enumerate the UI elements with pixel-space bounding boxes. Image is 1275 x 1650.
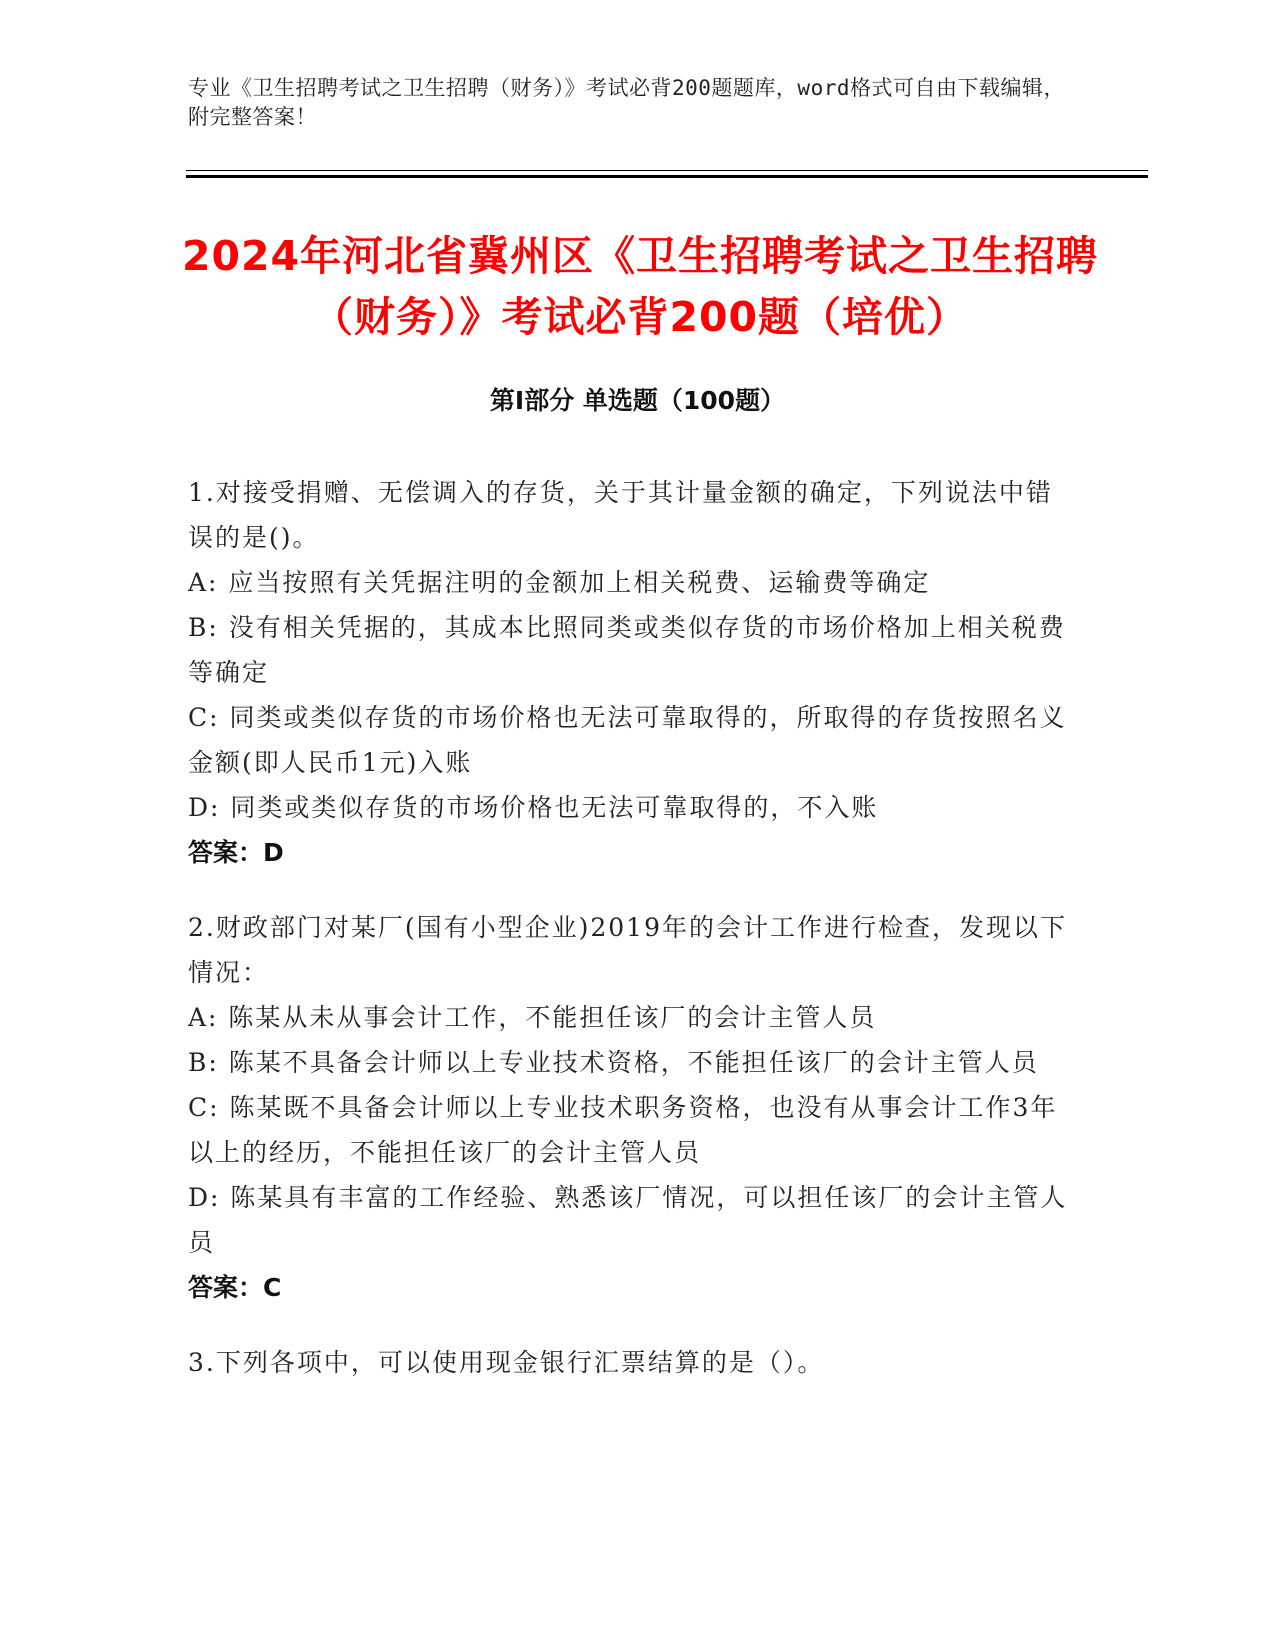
header-rule-thick <box>186 175 1148 178</box>
document-title: 2024年河北省冀州区《卫生招聘考试之卫生招聘（财务）》考试必背200题（培优） <box>181 232 1099 341</box>
question-stem: 3.下列各项中，可以使用现金银行汇票结算的是（）。 <box>188 1348 825 1377</box>
option-d: D: 同类或类似存货的市场价格也无法可靠取得的，不入账 <box>188 793 879 822</box>
question-list <box>188 470 1068 1415</box>
option-b: B: 没有相关凭据的，其成本比照同类或类似存货的市场价格加上相关税费等确定 <box>188 613 1066 687</box>
question-stem: 2.财政部门对某厂(国有小型企业)2019年的会计工作进行检查，发现以下情况： <box>188 913 1067 987</box>
header-note: 专业《卫生招聘考试之卫生招聘（财务）》考试必背200题题库，word格式可自由下载编辑，附完整答案！ <box>188 76 1065 129</box>
option-a: A: 陈某从未从事会计工作，不能担任该厂的会计主管人员 <box>188 1003 877 1032</box>
question-3 <box>188 1340 1068 1385</box>
option-c: C: 同类或类似存货的市场价格也无法可靠取得的，所取得的存货按照名义金额(即人民币1元)入账 <box>188 703 1067 777</box>
question-stem: 1.对接受捐赠、无偿调入的存货，关于其计量金额的确定，下列说法中错误的是()。 <box>188 478 1053 552</box>
answer: 答案：C <box>188 1273 282 1302</box>
question-2 <box>188 905 1068 1310</box>
section-heading: 第Ⅰ部分 单选题（100题） <box>489 386 786 415</box>
answer: 答案：D <box>188 838 284 867</box>
option-a: A: 应当按照有关凭据注明的金额加上相关税费、运输费等确定 <box>188 568 931 597</box>
option-b: B: 陈某不具备会计师以上专业技术资格，不能担任该厂的会计主管人员 <box>188 1048 1039 1077</box>
option-c: C: 陈某既不具备会计师以上专业技术职务资格，也没有从事会计工作3年以上的经历，不能担任该厂的会计主管人员 <box>188 1093 1058 1167</box>
question-1 <box>188 470 1068 875</box>
header-rule-thin <box>186 170 1148 171</box>
option-d: D: 陈某具有丰富的工作经验、熟悉该厂情况，可以担任该厂的会计主管人员 <box>188 1183 1068 1257</box>
